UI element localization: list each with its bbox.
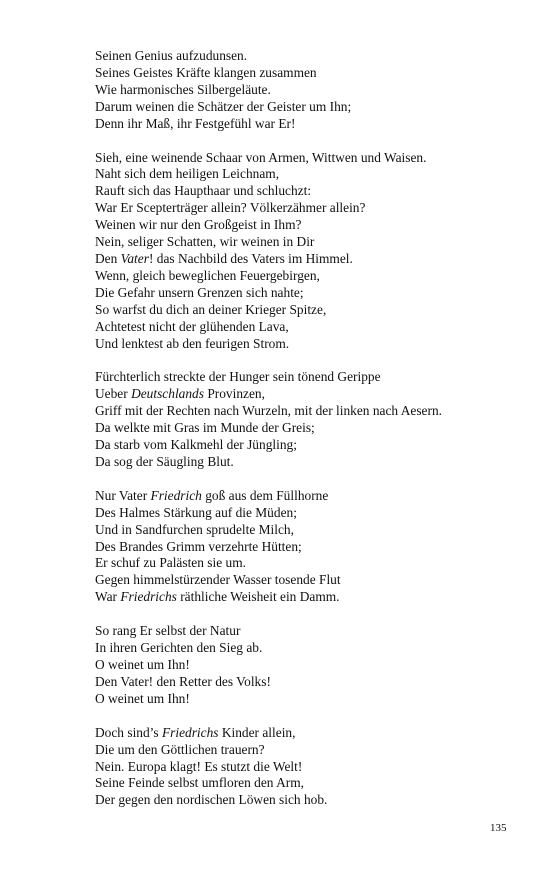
line-text: Die Gefahr unsern Grenzen sich nahte;	[95, 284, 304, 300]
poem-line	[95, 116, 535, 133]
poem-line	[95, 82, 535, 99]
poem-line	[95, 674, 535, 691]
line-text: Griff mit der Rechten nach Wurzeln, mit der linken nach Aesern.	[95, 403, 443, 419]
line-text: räthliche Weisheit ein Damm.	[176, 589, 340, 605]
poem-line	[95, 657, 535, 674]
page-number: 135	[490, 822, 507, 834]
line-text: Des Halmes Stärkung auf die Müden;	[95, 504, 297, 520]
line-text: Fürchterlich streckte der Hunger sein tönend Gerippe	[95, 369, 381, 385]
line-text: goß aus dem Füllhorne	[201, 487, 329, 503]
poem-line	[95, 539, 535, 556]
poem-line	[95, 183, 535, 200]
line-text: Nein. Europa klagt! Es stutzt die Welt!	[95, 758, 303, 774]
italic-text: Vater	[120, 250, 149, 266]
line-text: Den	[95, 250, 121, 266]
line-text: Achtetest nicht der glühenden Lava,	[95, 318, 289, 334]
poem-text	[95, 48, 535, 826]
italic-text: Deutschlands	[131, 386, 204, 402]
stanza	[95, 48, 535, 133]
line-text: Naht sich dem heiligen Leichnam,	[95, 166, 280, 182]
poem-line	[95, 589, 535, 606]
line-text: Die um den Göttlichen trauern?	[95, 741, 265, 757]
poem-line	[95, 166, 535, 183]
line-text: Des Brandes Grimm verzehrte Hütten;	[95, 538, 302, 554]
line-text: Doch sind’s	[95, 724, 162, 740]
poem-line	[95, 522, 535, 539]
line-text: Seine Feinde selbst umfloren den Arm,	[95, 775, 305, 791]
poem-line	[95, 623, 535, 640]
line-text: Denn ihr Maß, ihr Festgefühl war Er!	[95, 115, 296, 131]
poem-line	[95, 454, 535, 471]
poem-line	[95, 369, 535, 386]
poem-line	[95, 437, 535, 454]
poem-line	[95, 336, 535, 353]
poem-line	[95, 65, 535, 82]
line-text: So warfst du dich an deiner Krieger Spitze,	[95, 301, 327, 317]
italic-text: Friedrich	[150, 487, 202, 503]
line-text: Und in Sandfurchen sprudelte Milch,	[95, 521, 294, 537]
poem-line	[95, 319, 535, 336]
stanza	[95, 369, 535, 470]
line-text: Da sog der Säugling Blut.	[95, 453, 234, 469]
poem-line	[95, 572, 535, 589]
poem-line	[95, 792, 535, 809]
line-text: O weinet um Ihn!	[95, 657, 190, 672]
line-text: Wenn, gleich beweglichen Feuergebirgen,	[95, 267, 320, 283]
poem-line	[95, 759, 535, 776]
poem-line	[95, 251, 535, 268]
poem-line	[95, 488, 535, 505]
line-text: War	[95, 589, 121, 605]
line-text: In ihren Gerichten den Sieg ab.	[95, 640, 263, 656]
stanza	[95, 623, 535, 708]
line-text: Er schuf zu Palästen sie um.	[95, 555, 246, 571]
poem-line	[95, 640, 535, 657]
poem-line	[95, 775, 535, 792]
poem-line	[95, 691, 535, 708]
poem-line	[95, 285, 535, 302]
line-text: Der gegen den nordischen Löwen sich hob.	[95, 792, 328, 808]
stanza	[95, 725, 535, 810]
line-text: Sieh, eine weinende Schaar von Armen, Wittwen und Waisen.	[95, 149, 427, 165]
line-text: Ueber	[95, 386, 132, 402]
line-text: Nein, seliger Schatten, wir weinen in Dir	[95, 234, 315, 250]
poem-line	[95, 234, 535, 251]
line-text: War Er Scepterträger allein? Völkerzähmer allein?	[95, 200, 366, 216]
poem-line	[95, 725, 535, 742]
poem-line	[95, 268, 535, 285]
poem-line	[95, 200, 535, 217]
stanza	[95, 150, 535, 353]
line-text: Gegen himmelstürzender Wasser tosende Flut	[95, 572, 341, 588]
line-text: Da starb vom Kalkmehl der Jüngling;	[95, 437, 297, 453]
line-text: Und lenktest ab den feurigen Strom.	[95, 335, 290, 351]
stanza	[95, 488, 535, 606]
poem-line	[95, 742, 535, 759]
poem-line	[95, 403, 535, 420]
line-text: Seines Geistes Kräfte klangen zusammen	[95, 64, 317, 80]
line-text: Wie harmonisches Silbergeläute.	[95, 81, 271, 97]
poem-line	[95, 217, 535, 234]
line-text: ! das Nachbild des Vaters im Himmel.	[148, 250, 353, 266]
line-text: Provinzen,	[203, 386, 265, 402]
poem-line	[95, 555, 535, 572]
line-text: Rauft sich das Haupthaar und schluchzt:	[95, 183, 312, 199]
line-text: Seinen Genius aufzudunsen.	[95, 48, 248, 63]
line-text: So rang Er selbst der Natur	[95, 623, 241, 639]
italic-text: Friedrichs	[120, 589, 177, 605]
line-text: O weinet um Ihn!	[95, 690, 190, 706]
line-text: Den Vater! den Retter des Volks!	[95, 673, 271, 689]
poem-line	[95, 150, 535, 167]
line-text: Nur Vater	[95, 487, 151, 503]
poem-line	[95, 420, 535, 437]
poem-line	[95, 99, 535, 116]
poem-line	[95, 302, 535, 319]
line-text: Da welkte mit Gras im Munde der Greis;	[95, 420, 315, 436]
line-text: Kinder allein,	[218, 724, 296, 740]
line-text: Weinen wir nur den Großgeist in Ihm?	[95, 217, 302, 233]
poem-line	[95, 386, 535, 403]
poem-line	[95, 505, 535, 522]
italic-text: Friedrichs	[161, 724, 219, 740]
poem-line	[95, 48, 535, 65]
line-text: Darum weinen die Schätzer der Geister um Ihn;	[95, 98, 352, 114]
